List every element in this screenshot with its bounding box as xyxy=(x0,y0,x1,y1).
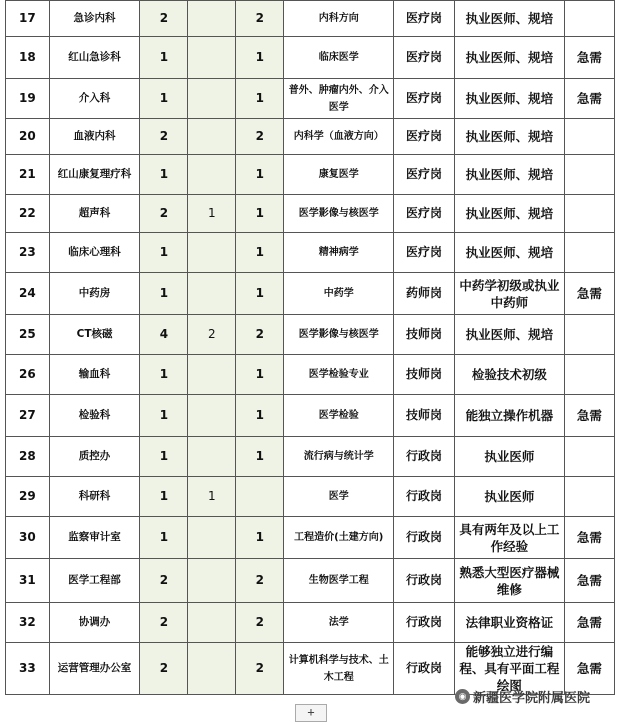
table-row xyxy=(6,155,615,195)
cell-count-b: 1 xyxy=(236,517,284,559)
cell-row-number: 31 xyxy=(6,559,50,603)
cell-total-count: 1 xyxy=(140,273,188,315)
cell-major: 普外、肿瘤内外、介入医学 xyxy=(284,79,394,119)
table-row xyxy=(6,195,615,233)
cell-count-b: 2 xyxy=(236,559,284,603)
cell-count-a xyxy=(188,437,236,477)
cell-count-a: 2 xyxy=(188,315,236,355)
cell-note xyxy=(564,155,614,195)
cell-total-count: 2 xyxy=(140,119,188,155)
cell-position-type: 行政岗 xyxy=(394,517,455,559)
cell-requirement: 执业医师、规培 xyxy=(454,37,564,79)
cell-position-type: 行政岗 xyxy=(394,643,455,695)
cell-major: 内科方向 xyxy=(284,1,394,37)
cell-major: 医学检验专业 xyxy=(284,355,394,395)
cell-note: 急需 xyxy=(564,79,614,119)
cell-position-type: 行政岗 xyxy=(394,603,455,643)
cell-count-b: 1 xyxy=(236,273,284,315)
cell-department: 质控办 xyxy=(49,437,140,477)
cell-department: 红山急诊科 xyxy=(49,37,140,79)
cell-total-count: 1 xyxy=(140,155,188,195)
table-row xyxy=(6,477,615,517)
cell-total-count: 1 xyxy=(140,517,188,559)
cell-note: 急需 xyxy=(564,273,614,315)
cell-count-a xyxy=(188,643,236,695)
cell-major: 临床医学 xyxy=(284,37,394,79)
cell-note: 急需 xyxy=(564,517,614,559)
cell-row-number: 27 xyxy=(6,395,50,437)
cell-note: 急需 xyxy=(564,37,614,79)
cell-count-a xyxy=(188,273,236,315)
cell-requirement: 执业医师、规培 xyxy=(454,195,564,233)
table-row xyxy=(6,315,615,355)
cell-position-type: 行政岗 xyxy=(394,477,455,517)
cell-position-type: 行政岗 xyxy=(394,437,455,477)
cell-major: 医学影像与核医学 xyxy=(284,195,394,233)
cell-department: CT核磁 xyxy=(49,315,140,355)
cell-position-type: 医疗岗 xyxy=(394,79,455,119)
cell-total-count: 2 xyxy=(140,603,188,643)
cell-count-b: 1 xyxy=(236,355,284,395)
cell-total-count: 1 xyxy=(140,79,188,119)
table-row xyxy=(6,395,615,437)
cell-department: 检验科 xyxy=(49,395,140,437)
cell-requirement: 执业医师、规培 xyxy=(454,315,564,355)
cell-requirement: 能独立操作机器 xyxy=(454,395,564,437)
cell-department: 运营管理办公室 xyxy=(49,643,140,695)
cell-department: 介入科 xyxy=(49,79,140,119)
cell-major: 流行病与统计学 xyxy=(284,437,394,477)
cell-department: 急诊内科 xyxy=(49,1,140,37)
cell-position-type: 医疗岗 xyxy=(394,155,455,195)
cell-requirement: 中药学初级或执业中药师 xyxy=(454,273,564,315)
cell-count-b: 2 xyxy=(236,315,284,355)
table-body xyxy=(6,1,615,695)
cell-department: 协调办 xyxy=(49,603,140,643)
cell-count-a xyxy=(188,119,236,155)
cell-count-b: 1 xyxy=(236,195,284,233)
cell-count-b: 2 xyxy=(236,1,284,37)
cell-requirement: 执业医师、规培 xyxy=(454,119,564,155)
cell-note xyxy=(564,1,614,37)
table-row xyxy=(6,437,615,477)
cell-total-count: 1 xyxy=(140,233,188,273)
cell-requirement: 执业医师、规培 xyxy=(454,233,564,273)
cell-count-b: 2 xyxy=(236,643,284,695)
cell-note: 急需 xyxy=(564,603,614,643)
cell-position-type: 技师岗 xyxy=(394,355,455,395)
cell-total-count: 1 xyxy=(140,37,188,79)
cell-requirement: 法律职业资格证 xyxy=(454,603,564,643)
cell-count-a xyxy=(188,79,236,119)
table-row xyxy=(6,273,615,315)
cell-row-number: 30 xyxy=(6,517,50,559)
cell-count-b: 2 xyxy=(236,119,284,155)
cell-count-a: 1 xyxy=(188,195,236,233)
table-row xyxy=(6,1,615,37)
cell-position-type: 行政岗 xyxy=(394,559,455,603)
cell-count-b: 1 xyxy=(236,79,284,119)
cell-total-count: 2 xyxy=(140,559,188,603)
cell-total-count: 4 xyxy=(140,315,188,355)
cell-count-a xyxy=(188,37,236,79)
cell-note: 急需 xyxy=(564,559,614,603)
table-row xyxy=(6,119,615,155)
cell-note xyxy=(564,355,614,395)
cell-total-count: 1 xyxy=(140,437,188,477)
cell-department: 科研科 xyxy=(49,477,140,517)
table-row xyxy=(6,355,615,395)
cell-count-b: 1 xyxy=(236,437,284,477)
cell-major: 医学检验 xyxy=(284,395,394,437)
cell-requirement: 具有两年及以上工作经验 xyxy=(454,517,564,559)
cell-position-type: 医疗岗 xyxy=(394,37,455,79)
cell-count-a xyxy=(188,155,236,195)
cell-requirement: 执业医师、规培 xyxy=(454,1,564,37)
cell-requirement: 执业医师 xyxy=(454,477,564,517)
table-row xyxy=(6,37,615,79)
cell-note xyxy=(564,195,614,233)
cell-row-number: 23 xyxy=(6,233,50,273)
cell-requirement: 熟悉大型医疗器械维修 xyxy=(454,559,564,603)
cell-requirement: 执业医师、规培 xyxy=(454,155,564,195)
cell-row-number: 21 xyxy=(6,155,50,195)
cell-row-number: 28 xyxy=(6,437,50,477)
cell-position-type: 医疗岗 xyxy=(394,119,455,155)
cell-position-type: 技师岗 xyxy=(394,315,455,355)
cell-position-type: 医疗岗 xyxy=(394,233,455,273)
cell-count-b: 1 xyxy=(236,37,284,79)
cell-major: 医学 xyxy=(284,477,394,517)
cell-count-a xyxy=(188,603,236,643)
recruitment-table xyxy=(5,0,615,695)
cell-count-b: 1 xyxy=(236,395,284,437)
cell-count-a: 1 xyxy=(188,477,236,517)
cell-total-count: 1 xyxy=(140,477,188,517)
cell-row-number: 22 xyxy=(6,195,50,233)
add-row-button[interactable]: + xyxy=(295,704,327,722)
cell-major: 精神病学 xyxy=(284,233,394,273)
table-row xyxy=(6,603,615,643)
cell-major: 医学影像与核医学 xyxy=(284,315,394,355)
cell-count-b: 1 xyxy=(236,233,284,273)
cell-count-a xyxy=(188,355,236,395)
cell-total-count: 2 xyxy=(140,195,188,233)
cell-total-count: 1 xyxy=(140,395,188,437)
cell-department: 临床心理科 xyxy=(49,233,140,273)
cell-department: 血液内科 xyxy=(49,119,140,155)
cell-row-number: 29 xyxy=(6,477,50,517)
cell-count-a xyxy=(188,1,236,37)
cell-note xyxy=(564,315,614,355)
cell-count-a xyxy=(188,233,236,273)
cell-requirement: 检验技术初级 xyxy=(454,355,564,395)
cell-count-b xyxy=(236,477,284,517)
cell-row-number: 19 xyxy=(6,79,50,119)
cell-position-type: 技师岗 xyxy=(394,395,455,437)
cell-department: 监察审计室 xyxy=(49,517,140,559)
cell-department: 超声科 xyxy=(49,195,140,233)
cell-total-count: 2 xyxy=(140,643,188,695)
cell-row-number: 20 xyxy=(6,119,50,155)
cell-department: 中药房 xyxy=(49,273,140,315)
cell-count-a xyxy=(188,559,236,603)
watermark-text: 新疆医学院附属医院 xyxy=(473,691,591,706)
cell-major: 康复医学 xyxy=(284,155,394,195)
cell-count-b: 2 xyxy=(236,603,284,643)
cell-department: 红山康复理疗科 xyxy=(49,155,140,195)
cell-major: 中药学 xyxy=(284,273,394,315)
cell-row-number: 33 xyxy=(6,643,50,695)
cell-note: 急需 xyxy=(564,643,614,695)
cell-requirement: 能够独立进行编程、具有平面工程绘图 xyxy=(454,643,564,695)
cell-note: 急需 xyxy=(564,395,614,437)
cell-requirement: 执业医师、规培 xyxy=(454,79,564,119)
cell-count-b: 1 xyxy=(236,155,284,195)
cell-major: 内科学（血液方向） xyxy=(284,119,394,155)
cell-major: 工程造价(土建方向) xyxy=(284,517,394,559)
watermark xyxy=(455,687,590,706)
cell-major: 法学 xyxy=(284,603,394,643)
cell-major: 计算机科学与技术、土木工程 xyxy=(284,643,394,695)
table-row xyxy=(6,79,615,119)
cell-total-count: 1 xyxy=(140,355,188,395)
cell-note xyxy=(564,477,614,517)
wechat-icon: ◉ xyxy=(455,689,470,704)
cell-note xyxy=(564,437,614,477)
table-row xyxy=(6,517,615,559)
cell-total-count: 2 xyxy=(140,1,188,37)
cell-row-number: 25 xyxy=(6,315,50,355)
cell-department: 输血科 xyxy=(49,355,140,395)
cell-position-type: 药师岗 xyxy=(394,273,455,315)
table-row xyxy=(6,559,615,603)
cell-position-type: 医疗岗 xyxy=(394,195,455,233)
cell-note xyxy=(564,119,614,155)
cell-row-number: 18 xyxy=(6,37,50,79)
cell-row-number: 24 xyxy=(6,273,50,315)
cell-row-number: 26 xyxy=(6,355,50,395)
cell-note xyxy=(564,233,614,273)
cell-department: 医学工程部 xyxy=(49,559,140,603)
cell-row-number: 17 xyxy=(6,1,50,37)
cell-major: 生物医学工程 xyxy=(284,559,394,603)
cell-count-a xyxy=(188,517,236,559)
table-row xyxy=(6,233,615,273)
cell-count-a xyxy=(188,395,236,437)
cell-row-number: 32 xyxy=(6,603,50,643)
cell-requirement: 执业医师 xyxy=(454,437,564,477)
cell-position-type: 医疗岗 xyxy=(394,1,455,37)
